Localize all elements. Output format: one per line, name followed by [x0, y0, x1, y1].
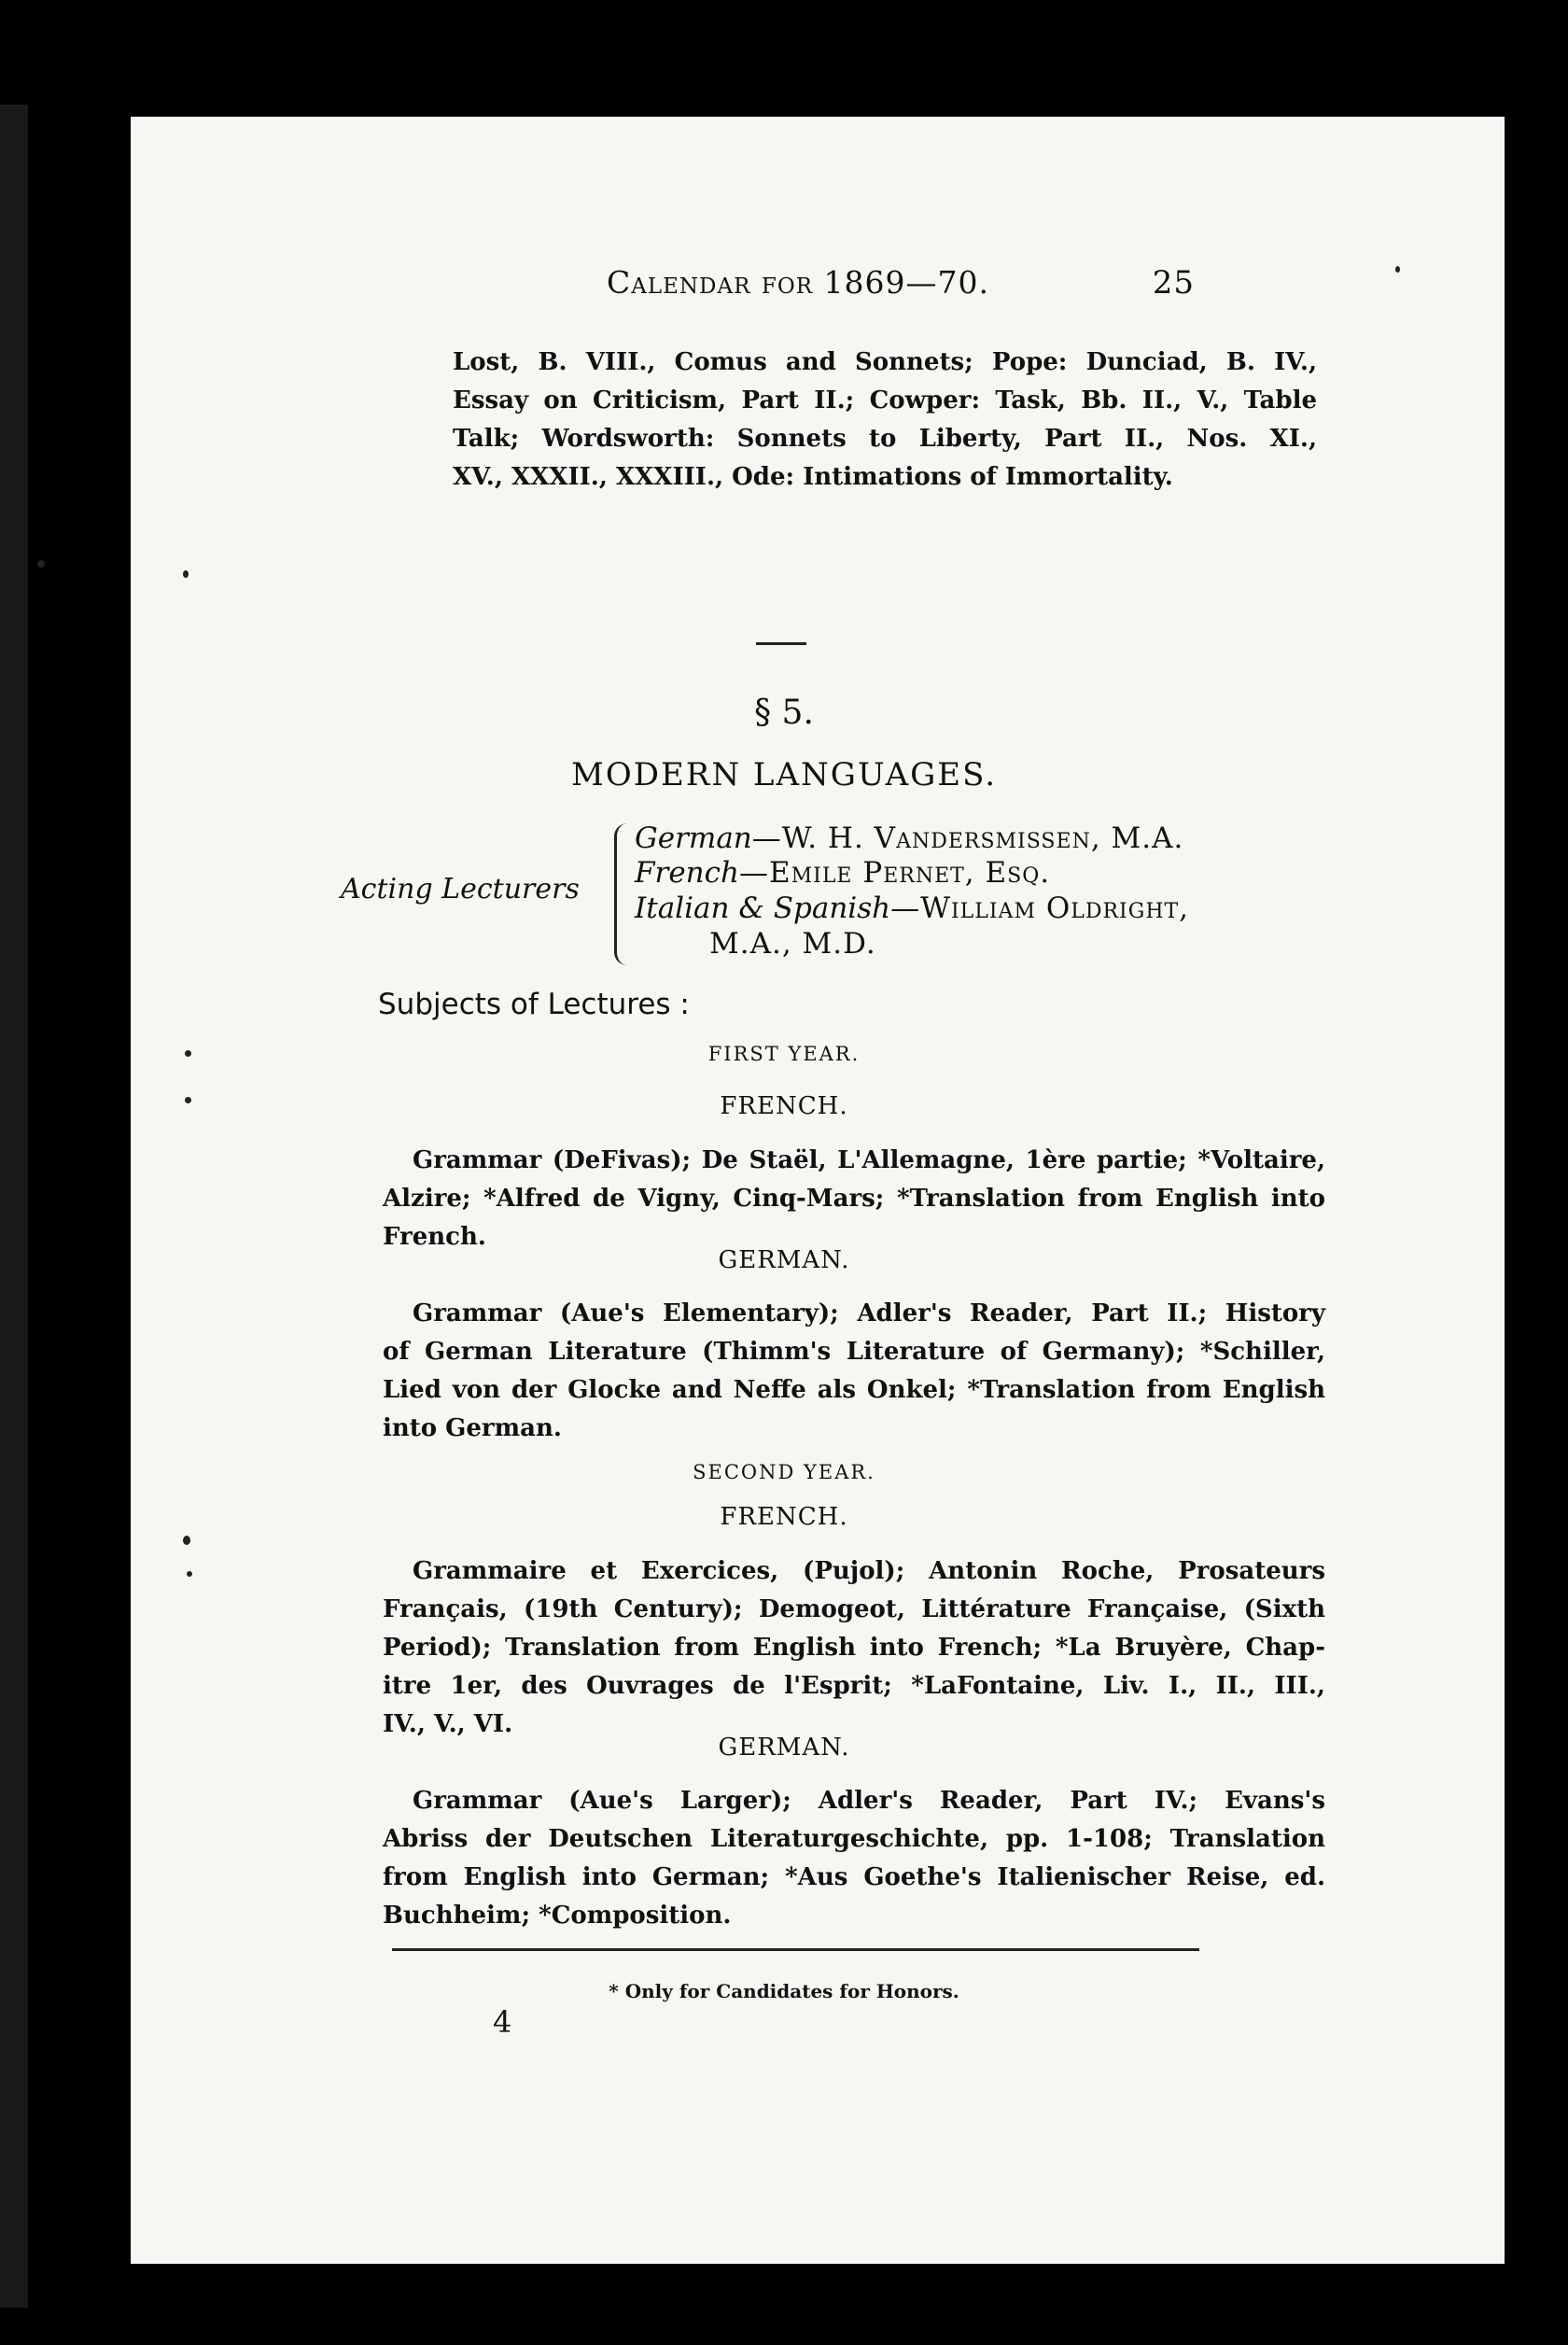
scan-speck: [1395, 266, 1400, 273]
intro-paragraph: [453, 344, 1317, 497]
page-number: 25: [1152, 264, 1195, 302]
text-line: of German Literature (Thimm's Literature of Germany); *Schiller,: [383, 1338, 1325, 1366]
text-line: Period); Translation from English into French; *La Bruyère, Chap-: [383, 1634, 1325, 1662]
scan-speck: [183, 570, 189, 578]
text-line: XV., XXXII., XXXIII., Ode: Intimations of Immortality.: [453, 463, 1173, 491]
first-year-french-heading: FRENCH.: [720, 1092, 848, 1120]
scan-edge: [0, 105, 28, 2308]
first-year-french-text: [383, 1142, 1325, 1257]
lecturer-name: M.A., M.D.: [709, 927, 876, 961]
text-line: Grammaire et Exercices, (Pujol); Antonin Roche, Prosateurs: [413, 1557, 1325, 1585]
page: [131, 117, 1505, 2264]
text-line: Lied von der Glocke and Neffe als Onkel; *Translation from English: [383, 1376, 1325, 1404]
lecturer-german: [635, 821, 1183, 855]
text-line: IV., V., VI.: [383, 1710, 513, 1738]
header-title: Calendar for 1869—70.: [607, 264, 989, 301]
scan-speck: [185, 1050, 191, 1057]
text-line: itre 1er, des Ouvrages de l'Esprit; *LaFontaine, Liv. I., II., III.,: [383, 1672, 1325, 1700]
scan-speck: [183, 1536, 190, 1545]
first-year-german-text: [383, 1295, 1325, 1448]
lecturer-language: Italian & Spanish: [635, 892, 891, 925]
lecturer-name: —William Oldright,: [890, 892, 1190, 925]
section-title: MODERN LANGUAGES.: [571, 756, 997, 793]
brace: [614, 823, 634, 965]
lecturer-french: [635, 856, 1050, 890]
scan-speck: [37, 560, 45, 568]
first-year-german-heading: GERMAN.: [718, 1246, 850, 1274]
second-year-heading: SECOND YEAR.: [693, 1461, 875, 1483]
second-year-german-heading: GERMAN.: [718, 1734, 850, 1762]
text-line: Lost, B. VIII., Comus and Sonnets; Pope: Dunciad, B. IV.,: [453, 348, 1317, 376]
text-line: Alzire; *Alfred de Vigny, Cinq-Mars; *Translation from English into: [383, 1185, 1325, 1213]
footnote-rule: [392, 1948, 1199, 1951]
section-mark: § 5.: [754, 694, 814, 732]
lecturer-language: German: [635, 821, 752, 855]
lecturer-language: French: [635, 856, 739, 890]
scan-speck: [187, 1571, 192, 1577]
text-line: Grammar (DeFivas); De Staël, L'Allemagne, 1ère partie; *Voltaire,: [413, 1146, 1325, 1174]
text-line: into German.: [383, 1414, 562, 1442]
lecturer-name: —W. H. Vandersmissen, M.A.: [751, 821, 1184, 855]
text-line: French.: [383, 1223, 486, 1251]
first-year-heading: FIRST YEAR.: [707, 1043, 861, 1065]
section-divider: [756, 642, 806, 645]
text-line: Talk; Wordsworth: Sonnets to Liberty, Part II., Nos. XI.,: [453, 425, 1317, 453]
text-line: Français, (19th Century); Demogeot, Littérature Française, (Sixth: [383, 1595, 1325, 1623]
footnote: * Only for Candidates for Honors.: [609, 1980, 959, 2002]
second-year-german-text: [383, 1782, 1325, 1935]
second-year-french-text: [383, 1552, 1325, 1744]
subjects-label: Subjects of Lectures :: [378, 988, 690, 1021]
scan-speck: [185, 1097, 191, 1103]
lecturer-name: —Emile Pernet, Esq.: [738, 856, 1051, 890]
text-line: Grammar (Aue's Elementary); Adler's Reader, Part II.; History: [413, 1299, 1325, 1327]
text-line: from English into German; *Aus Goethe's Italienischer Reise, ed.: [383, 1863, 1325, 1891]
signature-mark: 4: [493, 2004, 512, 2040]
text-line: Essay on Criticism, Part II.; Cowper: Task, Bb. II., V., Table: [453, 386, 1317, 414]
lecturers-label: Acting Lecturers: [341, 873, 580, 906]
lecturer-italian-spanish: [635, 892, 1189, 925]
text-line: Buchheim; *Composition.: [383, 1902, 732, 1930]
second-year-french-heading: FRENCH.: [720, 1503, 848, 1531]
text-line: Grammar (Aue's Larger); Adler's Reader, Part IV.; Evans's: [413, 1787, 1325, 1815]
lecturer-degrees: [709, 927, 876, 961]
text-line: Abriss der Deutschen Literaturgeschichte, pp. 1-108; Translation: [383, 1825, 1325, 1853]
